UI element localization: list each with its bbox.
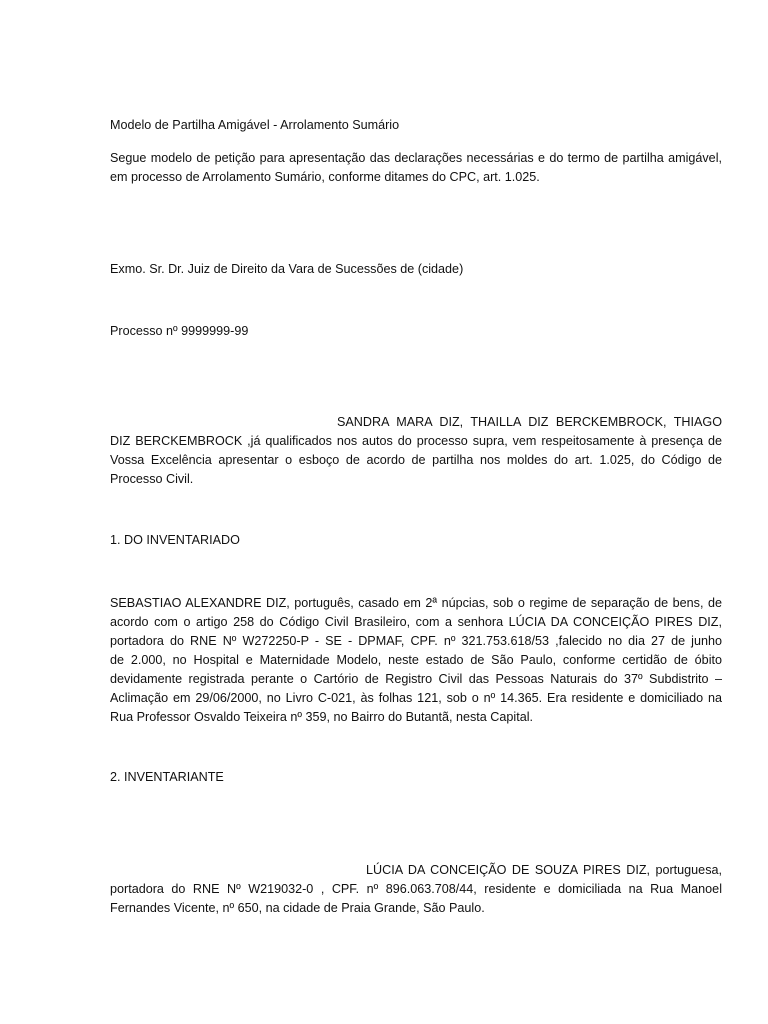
section-heading-inventariante: 2. INVENTARIANTE (110, 770, 224, 784)
inventariado-line: portadora do RNE Nº W272250-P - SE - DPMAF, CPF. nº 321.753.618/53 ,falecido no dia 27 de junho (110, 634, 722, 648)
inventariante-line: LÚCIA DA CONCEIÇÃO DE SOUZA PIRES DIZ, portuguesa, (366, 863, 722, 877)
parties-line: Processo Civil. (110, 472, 194, 486)
inventariado-line: acordo com o artigo 258 do Código Civil Brasileiro, com a senhora LÚCIA DA CONCEIÇÃO PIRES DIZ, (110, 615, 722, 629)
section-heading-inventariado: 1. DO INVENTARIADO (110, 533, 240, 547)
inventariado-line: Aclimação em 29/06/2000, no Livro C-021, às folhas 121, sob o nº 14.365. Era residente e domiciliado na (110, 691, 722, 705)
inventariado-line: Rua Professor Osvaldo Teixeira nº 359, no Bairro do Butantã, nesta Capital. (110, 710, 533, 724)
inventariado-line: de 2.000, no Hospital e Maternidade Modelo, neste estado de São Paulo, conforme certidão de óbito (110, 653, 722, 667)
inventariante-line: Fernandes Vicente, nº 650, na cidade de Praia Grande, São Paulo. (110, 901, 485, 915)
addressee: Exmo. Sr. Dr. Juiz de Direito da Vara de Sucessões de (cidade) (110, 262, 464, 276)
parties-line: SANDRA MARA DIZ, THAILLA DIZ BERCKEMBROCK, THIAGO (337, 415, 722, 429)
inventariado-line: SEBASTIAO ALEXANDRE DIZ, português, casado em 2ª núpcias, sob o regime de separação de bens, de (110, 596, 722, 610)
intro-line: Segue modelo de petição para apresentação das declarações necessárias e do termo de partilha amigável, (110, 151, 722, 165)
intro-line: em processo de Arrolamento Sumário, conforme ditames do CPC, art. 1.025. (110, 170, 540, 184)
process-number: Processo nº 9999999-99 (110, 324, 249, 338)
parties-line: Vossa Excelência apresentar o esboço de acordo de partilha nos moldes do art. 1.025, do Código de (110, 453, 722, 467)
inventariante-line: portadora do RNE Nº W219032-0 , CPF. nº 896.063.708/44, residente e domiciliada na Rua Manoel (110, 882, 722, 896)
parties-line: DIZ BERCKEMBROCK ,já qualificados nos autos do processo supra, vem respeitosamente à presença de (110, 434, 722, 448)
inventariado-line: devidamente registrada perante o Cartório de Registro Civil das Pessoas Naturais do 37º Subdistrito – (110, 672, 722, 686)
document-title: Modelo de Partilha Amigável - Arrolamento Sumário (110, 118, 400, 132)
